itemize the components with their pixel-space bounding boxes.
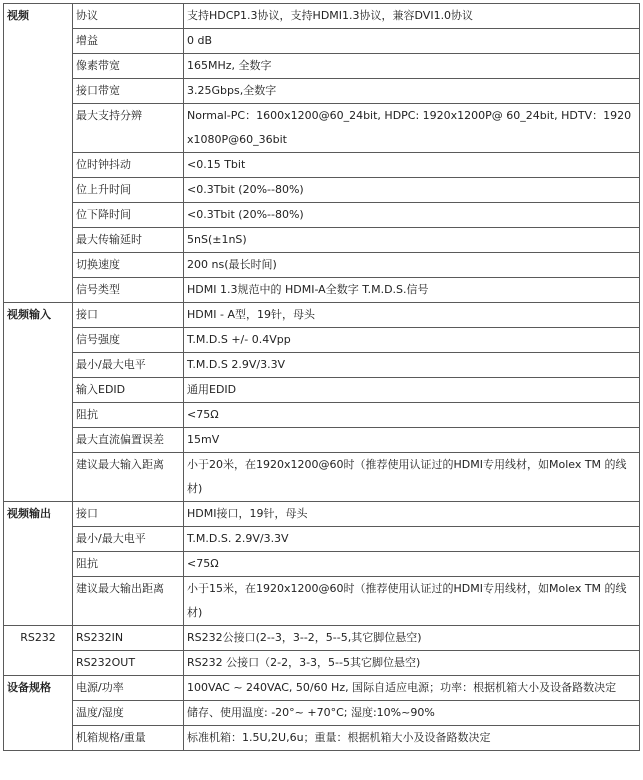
table-row: [4, 4, 640, 29]
table-row: [4, 303, 640, 328]
param-value: 165MHz, 全数字: [184, 54, 640, 79]
param-value: <75Ω: [184, 403, 640, 428]
category-cell: [4, 651, 73, 676]
param-value: 储存、使用温度: -20°~ +70°C; 湿度:10%~90%: [184, 701, 640, 726]
param-label: 协议: [73, 4, 184, 29]
param-label: 接口: [73, 303, 184, 328]
category-cell: [4, 29, 73, 54]
param-label: 最大支持分辨: [73, 104, 184, 153]
table-row: [4, 403, 640, 428]
param-value: RS232公接口(2--3，3--2，5--5,其它脚位悬空): [184, 626, 640, 651]
table-row: [4, 54, 640, 79]
param-value: 5nS(±1nS): [184, 228, 640, 253]
param-value: 通用EDID: [184, 378, 640, 403]
param-label: 机箱规格/重量: [73, 726, 184, 751]
param-label: 接口: [73, 502, 184, 527]
param-label: 最大直流偏置误差: [73, 428, 184, 453]
param-label: 信号类型: [73, 278, 184, 303]
param-value: T.M.D.S. 2.9V/3.3V: [184, 527, 640, 552]
category-cell: [4, 278, 73, 303]
param-label: 输入EDID: [73, 378, 184, 403]
category-cell: [4, 203, 73, 228]
param-value: 3.25Gbps,全数字: [184, 79, 640, 104]
table-row: [4, 278, 640, 303]
param-value: 15mV: [184, 428, 640, 453]
param-label: 建议最大输入距离: [73, 453, 184, 502]
table-row: [4, 552, 640, 577]
table-row: [4, 726, 640, 751]
param-value: <0.3Tbit (20%--80%): [184, 178, 640, 203]
category-cell: [4, 378, 73, 403]
param-label: 像素带宽: [73, 54, 184, 79]
table-row: [4, 428, 640, 453]
table-row: [4, 228, 640, 253]
param-label: RS232IN: [73, 626, 184, 651]
param-value: <0.3Tbit (20%--80%): [184, 203, 640, 228]
table-row: [4, 203, 640, 228]
param-value: Normal-PC：1600x1200@60_24bit, HDPC: 1920x1200P@ 60_24bit, HDTV：1920x1080P@60_36bit: [184, 104, 640, 153]
param-value: <0.15 Tbit: [184, 153, 640, 178]
category-label: RS232: [4, 626, 73, 651]
param-value: 小于20米，在1920x1200@60时（推荐使用认证过的HDMI专用线材，如Molex TM 的线材): [184, 453, 640, 502]
param-value: 支持HDCP1.3协议，支持HDMI1.3协议，兼容DVI1.0协议: [184, 4, 640, 29]
param-label: 电源/功率: [73, 676, 184, 701]
param-label: 建议最大输出距离: [73, 577, 184, 626]
param-value: 小于15米，在1920x1200@60时（推荐使用认证过的HDMI专用线材，如Molex TM 的线材): [184, 577, 640, 626]
category-label: 视频输入: [4, 303, 73, 328]
category-cell: [4, 552, 73, 577]
param-label: 温度/湿度: [73, 701, 184, 726]
spec-table: [3, 3, 640, 751]
table-row: [4, 626, 640, 651]
category-cell: [4, 726, 73, 751]
table-row: [4, 676, 640, 701]
param-label: 最大传输延时: [73, 228, 184, 253]
category-cell: [4, 353, 73, 378]
param-label: 切换速度: [73, 253, 184, 278]
table-row: [4, 153, 640, 178]
category-label: 设备规格: [4, 676, 73, 701]
param-label: 位时钟抖动: [73, 153, 184, 178]
table-row: [4, 29, 640, 54]
param-value: 200 ns(最长时间): [184, 253, 640, 278]
category-cell: [4, 403, 73, 428]
table-row: [4, 104, 640, 153]
table-row: [4, 353, 640, 378]
table-row: [4, 178, 640, 203]
param-label: 位上升时间: [73, 178, 184, 203]
category-cell: [4, 577, 73, 626]
table-row: [4, 253, 640, 278]
category-label: 视频输出: [4, 502, 73, 527]
table-row: [4, 651, 640, 676]
param-label: 增益: [73, 29, 184, 54]
category-cell: [4, 228, 73, 253]
category-cell: [4, 328, 73, 353]
param-label: 位下降时间: [73, 203, 184, 228]
category-label: 视频: [4, 4, 73, 29]
category-cell: [4, 253, 73, 278]
param-label: RS232OUT: [73, 651, 184, 676]
param-label: 阻抗: [73, 552, 184, 577]
param-value: HDMI接口，19针，母头: [184, 502, 640, 527]
table-row: [4, 701, 640, 726]
category-cell: [4, 701, 73, 726]
category-cell: [4, 79, 73, 104]
param-label: 最小/最大电平: [73, 527, 184, 552]
param-label: 接口带宽: [73, 79, 184, 104]
param-value: HDMI - A型，19针，母头: [184, 303, 640, 328]
param-value: 100VAC ~ 240VAC, 50/60 Hz, 国际自适应电源；功率：根据机箱大小及设备路数决定: [184, 676, 640, 701]
category-cell: [4, 54, 73, 79]
param-value: RS232 公接口（2-2，3-3，5--5其它脚位悬空): [184, 651, 640, 676]
param-value: T.M.D.S +/- 0.4Vpp: [184, 328, 640, 353]
param-value: HDMI 1.3规范中的 HDMI-A全数字 T.M.D.S.信号: [184, 278, 640, 303]
category-cell: [4, 428, 73, 453]
param-value: T.M.D.S 2.9V/3.3V: [184, 353, 640, 378]
category-cell: [4, 527, 73, 552]
table-row: [4, 577, 640, 626]
table-row: [4, 328, 640, 353]
param-value: 标准机箱：1.5U,2U,6u；重量：根据机箱大小及设备路数决定: [184, 726, 640, 751]
table-row: [4, 527, 640, 552]
param-label: 信号强度: [73, 328, 184, 353]
category-cell: [4, 153, 73, 178]
table-row: [4, 79, 640, 104]
table-row: [4, 378, 640, 403]
param-value: <75Ω: [184, 552, 640, 577]
category-cell: [4, 178, 73, 203]
param-value: 0 dB: [184, 29, 640, 54]
table-row: [4, 502, 640, 527]
param-label: 阻抗: [73, 403, 184, 428]
category-cell: [4, 453, 73, 502]
table-row: [4, 453, 640, 502]
category-cell: [4, 104, 73, 153]
param-label: 最小/最大电平: [73, 353, 184, 378]
